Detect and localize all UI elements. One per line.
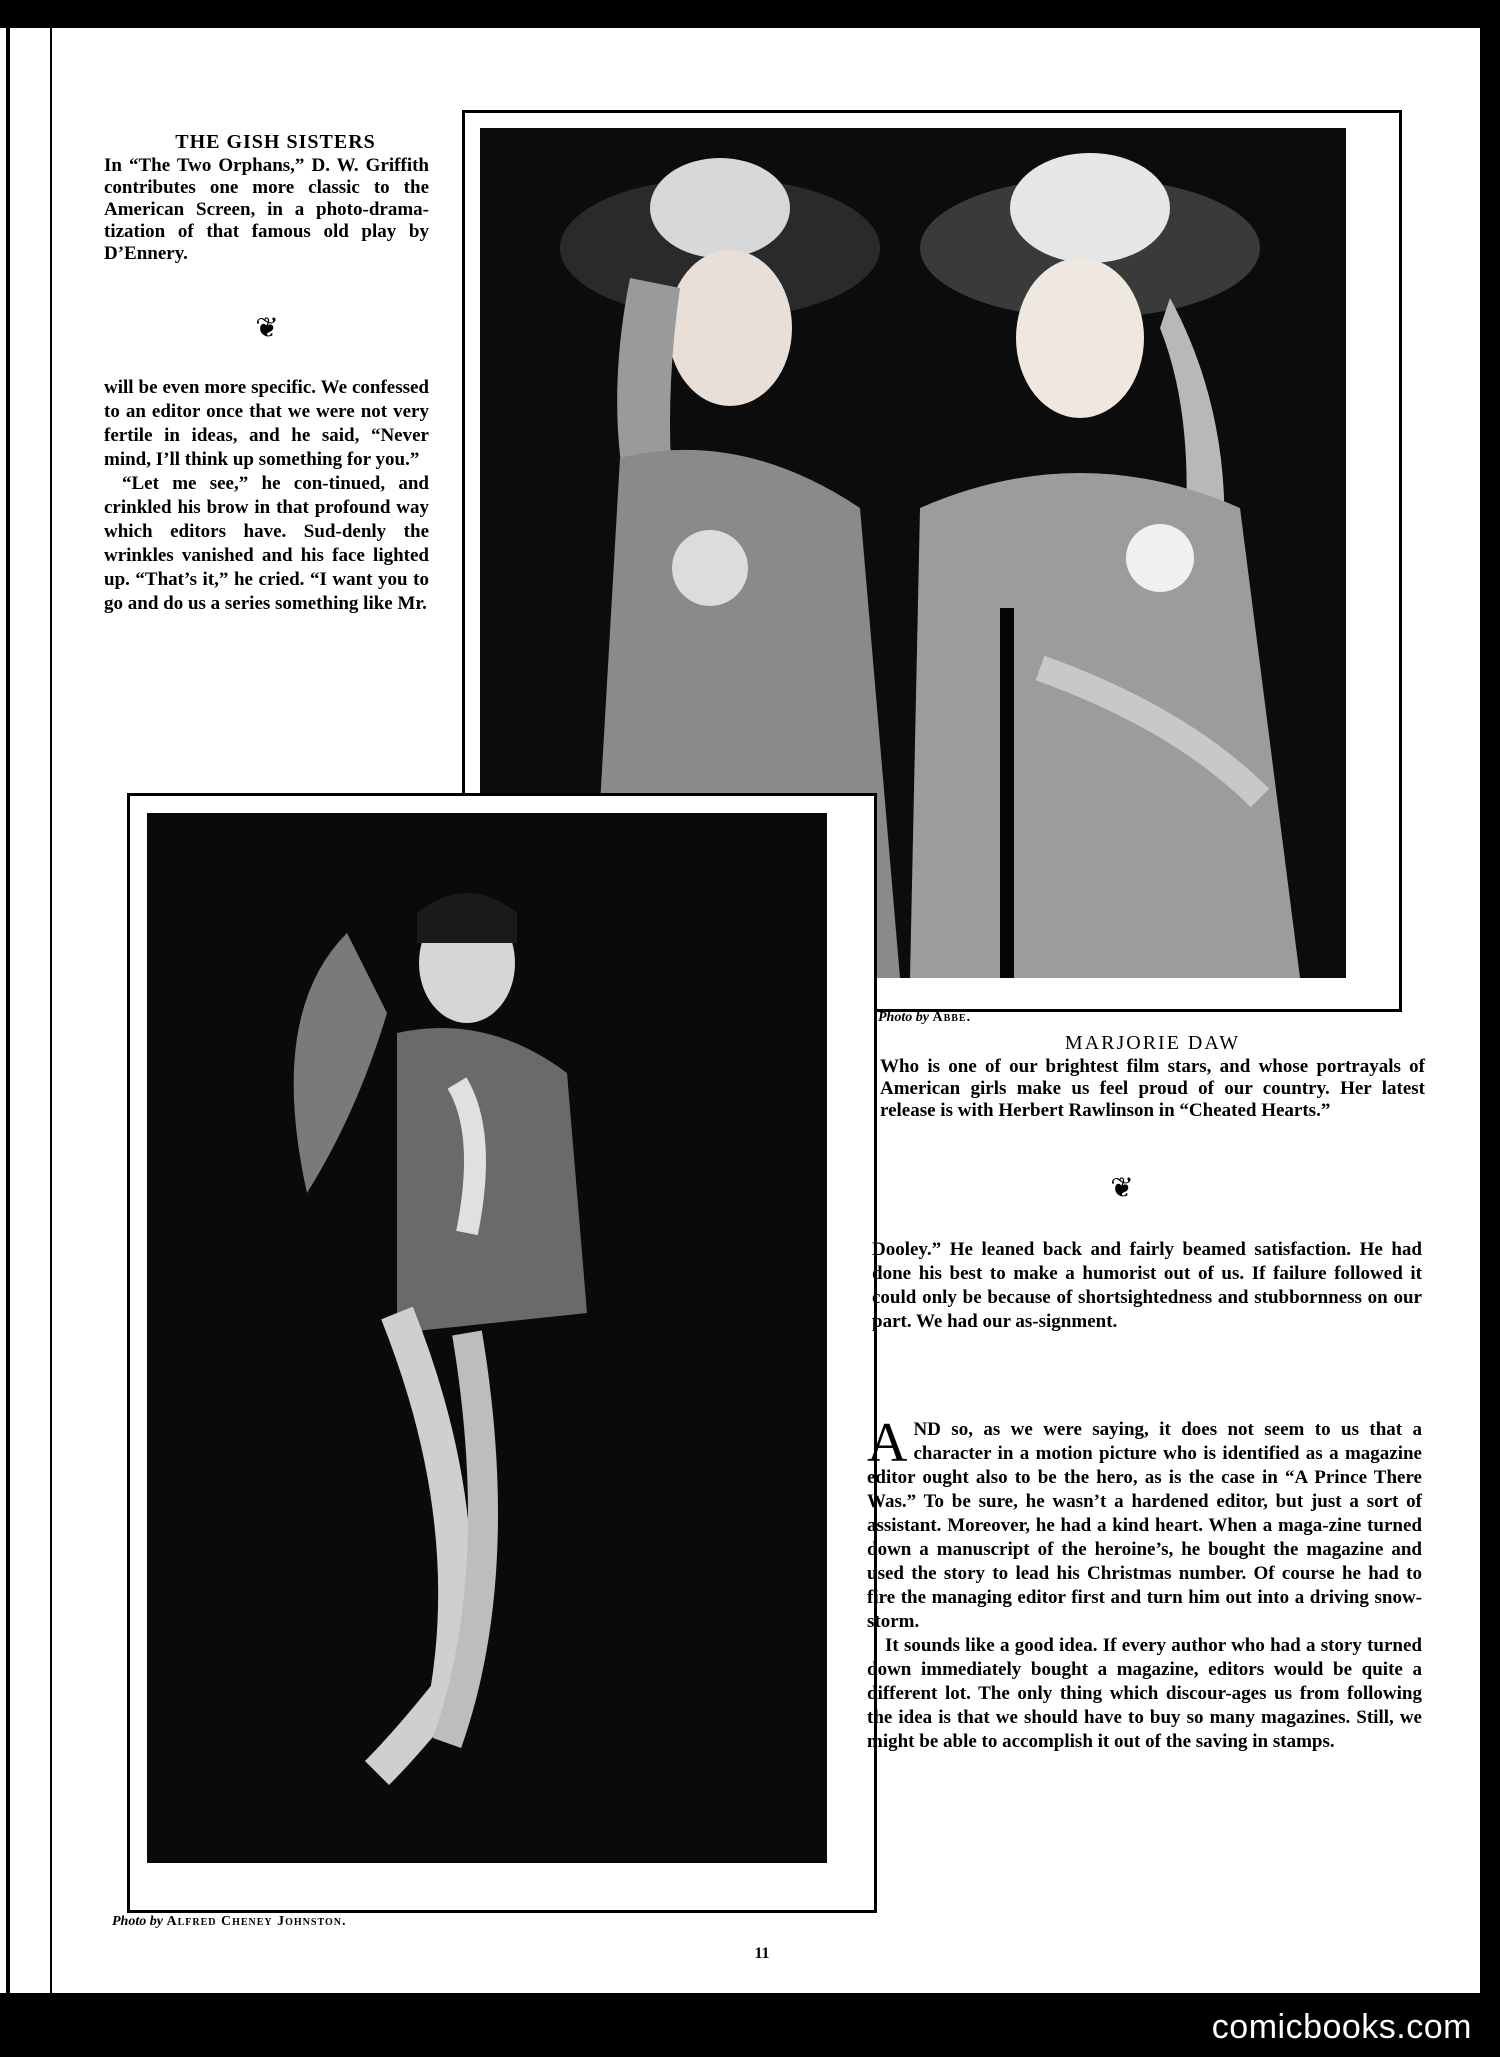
- marjorie-daw-illustration: [147, 813, 827, 1863]
- bottom-credit-name: Alfred Cheney Johnston.: [166, 1914, 347, 1929]
- left-hat-crown: [650, 158, 790, 258]
- right-paragraph-3: It sounds like a good idea. If every author who had a story turned down immediately bought a magazine, editors would be quite a different lot. The only thing which discour-ages us from following the idea is that we should have to buy so many magazines. Still, we might be able to accomplish it out of the saving in stamps.: [867, 1635, 1422, 1752]
- ornament-icon: ❦: [255, 313, 279, 344]
- bottom-photo-credit: [112, 1914, 512, 1930]
- marjorie-daw-photo: [147, 813, 827, 1863]
- daw-credit-prefix: Photo by: [878, 1010, 929, 1025]
- left-face: [668, 250, 792, 406]
- right-paragraph-2: [867, 1412, 1422, 1634]
- left-paragraph-2: “Let me see,” he con-tinued, and crinkled his brow in that profound way which editors have. Sud-denly the wrinkles vanished and his face lighted up. “That’s it,” he cried. “I want you to go and do us a series something like Mr.: [104, 473, 429, 614]
- right-column-text-1: [872, 1238, 1422, 1334]
- daw-photo-credit: [878, 1010, 1078, 1026]
- right-dress: [910, 473, 1300, 978]
- right-paragraph-2-text: ND so, as we were saying, it does not seem to us that a character in a motion picture who is identified as a magazine editor ought also to be the hero, as is the case in “A Prince There Was.” To be sure, he wasn’t a hardened editor, but just a sort of assistant. Moreover, he had a kind heart. When a maga-zine turned down a manuscript of the heroine’s, he bought the magazine and used the story to lead his Christmas number. Of course he had to fire the managing editor first and turn him out into a driving snow-storm.: [867, 1419, 1422, 1632]
- daw-dress: [397, 1028, 587, 1333]
- daw-caption-body: Who is one of our brightest film stars, and whose portrayals of American girls make us feel proud of our country. Her latest release is with Herbert Rawlinson in “Cheated Hearts.”: [880, 1056, 1425, 1121]
- magazine-page: [52, 28, 1480, 1993]
- drop-cap: A: [867, 1412, 908, 1474]
- left-paragraph-1: will be even more specific. We confessed to an editor once that we were not very fertile in ideas, and he said, “Never mind, I’ll think up something for you.”: [104, 377, 429, 470]
- right-face: [1016, 258, 1144, 418]
- daw-photo-frame: [127, 793, 877, 1913]
- ornament-icon-2: ❦: [1110, 1173, 1134, 1204]
- gish-caption-body: In “The Two Orphans,” D. W. Griffith contributes one more classic to the American Screen, in a photo-drama-tization of that famous old play by D’Ennery.: [104, 155, 429, 264]
- daw-credit-name: Abbe.: [932, 1010, 972, 1025]
- book-spine: [0, 28, 52, 1993]
- bottom-credit-prefix: Photo by: [112, 1914, 163, 1929]
- left-column-text: [104, 376, 429, 616]
- right-hat-crown: [1010, 153, 1170, 263]
- page-number: 11: [754, 1945, 770, 1962]
- site-logo[interactable]: comicbooks.com: [1211, 2008, 1472, 2046]
- daw-caption-title: MARJORIE DAW: [1064, 1032, 1241, 1054]
- right-paragraph-1: Dooley.” He leaned back and fairly beamed satisfaction. He had done his best to make a humorist out of us. If failure followed it could only be because of shortsightedness and stubbornness on our part. We had our as-signment.: [872, 1239, 1422, 1332]
- right-column-text-2: [867, 1412, 1422, 1754]
- gish-caption-title: THE GISH SISTERS: [175, 131, 376, 153]
